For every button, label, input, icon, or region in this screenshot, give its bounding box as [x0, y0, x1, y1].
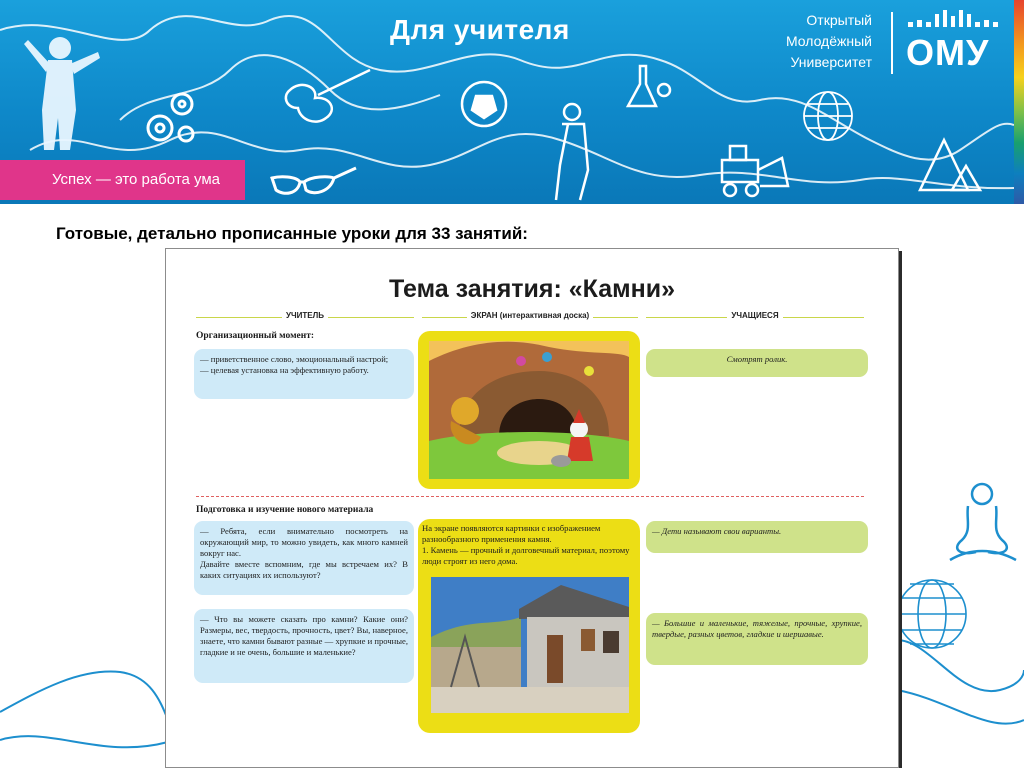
bulldozer-icon [722, 146, 788, 196]
student-bubble-properties: — Большие и маленькие, тяжелые, прочные, хрупкие, твердые, разных цветов, гладкие и шершавые. [646, 613, 868, 665]
column-header-students-label: УЧАЩИЕСЯ [727, 311, 782, 320]
logo-divider [891, 12, 893, 74]
globe-icon [804, 92, 852, 140]
student-bubble-answers: — Дети называют свои варианты. [646, 521, 868, 553]
section-divider [196, 496, 864, 497]
column-header-teacher [196, 311, 414, 323]
section-title-new-material: Подготовка и изучение нового материала [196, 505, 374, 515]
page-title: Для учителя [390, 14, 570, 45]
subtitle: Готовые, детально прописанные уроки для 33 занятий: [56, 224, 528, 243]
teacher-bubble-question-1: — Ребята, если внимательно посмотреть на окружающий мир, то можно увидеть, как много камней вокруг нас. Давайте вместе вспомним, где мы встречаем их? В каких ситуациях их используют? [194, 521, 414, 595]
screen-text-stone-usage: На экране появляются картинки с изображением разнообразного применения камня. 1. Камень — прочный и долговечный материал, поэтому люди строят из него дома. [422, 523, 630, 566]
color-strip [1014, 0, 1024, 204]
wire-globe-icon [898, 580, 966, 648]
soccer-ball-icon [462, 82, 506, 126]
hiker-silhouette [556, 104, 588, 200]
column-header-students [646, 311, 864, 323]
sunglasses-icon [272, 168, 356, 193]
column-header-teacher-label: УЧИТЕЛЬ [282, 311, 328, 320]
section-title-organizational: Организационный момент: [196, 331, 315, 341]
meditating-figure-icon [950, 484, 1016, 560]
header-banner [0, 0, 1014, 204]
slogan-badge: Успех — это работа ума [0, 160, 245, 200]
logo-abbreviation: ОМУ [906, 32, 990, 73]
university-name [760, 10, 872, 73]
student-bubble-video: Смотрят ролик. [646, 349, 868, 377]
cartoon-cave-image [429, 341, 629, 479]
column-header-screen [422, 311, 638, 323]
logo-signal-icon [906, 8, 1006, 32]
child-silhouette [24, 37, 100, 150]
logo-line-2: Молодёжный [785, 33, 872, 49]
lesson-slide [165, 248, 899, 768]
lab-flask-icon [628, 66, 670, 106]
slide-title: Тема занятия: «Камни» [388, 275, 675, 303]
teacher-bubble-greeting: — приветственное слово, эмоциональный настрой; — целевая установка на эффективную работу. [194, 349, 414, 399]
column-header-screen-label: ЭКРАН (интерактивная доска) [467, 311, 593, 320]
logo-line-3: Университет [790, 54, 872, 70]
guitar-icon [286, 70, 370, 122]
teacher-bubble-question-2: — Что вы можете сказать про камни? Какие они? Размеры, вес, твердость, прочность, цвет? Вы, наверное, знаете, что камни бывают разные — хрупкие и прочные, гладкие и не очень, большие и маленькие? [194, 609, 414, 683]
logo-line-1: Открытый [806, 12, 872, 28]
stone-house-image [431, 577, 629, 713]
